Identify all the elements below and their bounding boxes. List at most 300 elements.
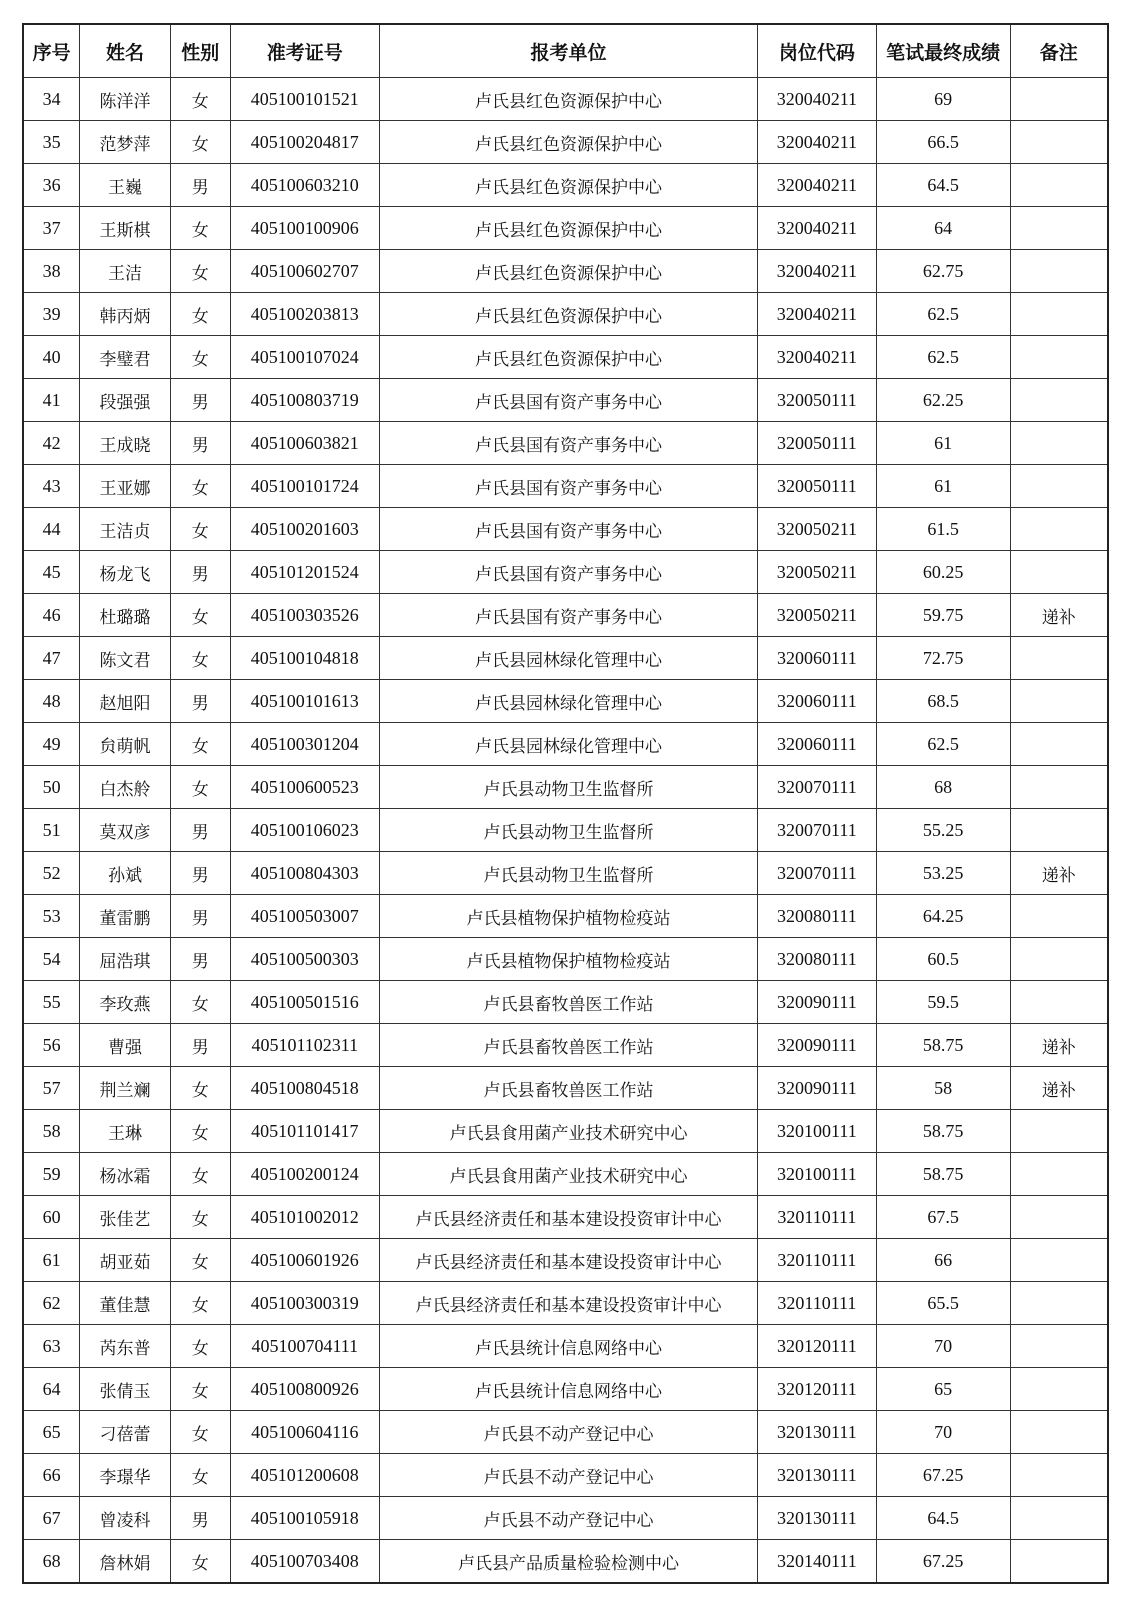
header-name: 姓名 <box>80 24 171 78</box>
table-row <box>23 938 1108 981</box>
cell-name: 杨龙飞 <box>80 551 171 594</box>
cell-name: 赵旭阳 <box>80 680 171 723</box>
cell-seq: 63 <box>23 1325 80 1368</box>
cell-ticket-no: 405100500303 <box>230 938 379 981</box>
cell-seq: 64 <box>23 1368 80 1411</box>
cell-name: 王成晓 <box>80 422 171 465</box>
cell-remark <box>1010 723 1108 766</box>
cell-remark <box>1010 1282 1108 1325</box>
cell-remark: 递补 <box>1010 594 1108 637</box>
cell-score: 62.25 <box>876 379 1010 422</box>
cell-remark <box>1010 508 1108 551</box>
cell-unit: 卢氏县食用菌产业技术研究中心 <box>379 1110 757 1153</box>
table-row <box>23 293 1108 336</box>
header-row <box>23 24 1108 78</box>
cell-name: 王洁 <box>80 250 171 293</box>
cell-name: 陈文君 <box>80 637 171 680</box>
cell-score: 62.5 <box>876 293 1010 336</box>
cell-remark <box>1010 981 1108 1024</box>
cell-gender: 女 <box>170 1067 230 1110</box>
cell-unit: 卢氏县植物保护植物检疫站 <box>379 938 757 981</box>
cell-remark <box>1010 422 1108 465</box>
table-row <box>23 207 1108 250</box>
cell-post-code: 320140111 <box>758 1540 876 1584</box>
cell-score: 67.5 <box>876 1196 1010 1239</box>
cell-post-code: 320070111 <box>758 852 876 895</box>
cell-gender: 女 <box>170 293 230 336</box>
cell-remark: 递补 <box>1010 1024 1108 1067</box>
cell-ticket-no: 405100201603 <box>230 508 379 551</box>
cell-gender: 男 <box>170 809 230 852</box>
cell-gender: 女 <box>170 508 230 551</box>
cell-gender: 男 <box>170 1497 230 1540</box>
cell-gender: 男 <box>170 895 230 938</box>
cell-post-code: 320090111 <box>758 981 876 1024</box>
cell-seq: 35 <box>23 121 80 164</box>
cell-remark <box>1010 1239 1108 1282</box>
cell-seq: 34 <box>23 78 80 121</box>
cell-remark: 递补 <box>1010 1067 1108 1110</box>
table-row <box>23 508 1108 551</box>
cell-seq: 66 <box>23 1454 80 1497</box>
cell-post-code: 320090111 <box>758 1067 876 1110</box>
cell-remark <box>1010 1325 1108 1368</box>
cell-gender: 女 <box>170 1325 230 1368</box>
cell-seq: 62 <box>23 1282 80 1325</box>
header-gender: 性别 <box>170 24 230 78</box>
cell-score: 68 <box>876 766 1010 809</box>
table-row <box>23 1153 1108 1196</box>
cell-seq: 52 <box>23 852 80 895</box>
cell-name: 曹强 <box>80 1024 171 1067</box>
cell-post-code: 320050111 <box>758 379 876 422</box>
cell-ticket-no: 405100601926 <box>230 1239 379 1282</box>
cell-ticket-no: 405100301204 <box>230 723 379 766</box>
cell-ticket-no: 405100107024 <box>230 336 379 379</box>
cell-post-code: 320080111 <box>758 895 876 938</box>
cell-score: 72.75 <box>876 637 1010 680</box>
table-row <box>23 1196 1108 1239</box>
cell-unit: 卢氏县园林绿化管理中心 <box>379 723 757 766</box>
cell-name: 屈浩琪 <box>80 938 171 981</box>
cell-unit: 卢氏县红色资源保护中心 <box>379 78 757 121</box>
cell-unit: 卢氏县不动产登记中心 <box>379 1454 757 1497</box>
cell-ticket-no: 405100106023 <box>230 809 379 852</box>
cell-name: 韩丙炳 <box>80 293 171 336</box>
cell-score: 60.5 <box>876 938 1010 981</box>
cell-post-code: 320060111 <box>758 637 876 680</box>
cell-score: 58.75 <box>876 1110 1010 1153</box>
table-row <box>23 1024 1108 1067</box>
cell-ticket-no: 405100603210 <box>230 164 379 207</box>
table-row <box>23 78 1108 121</box>
cell-ticket-no: 405100804518 <box>230 1067 379 1110</box>
cell-gender: 男 <box>170 551 230 594</box>
cell-post-code: 320040211 <box>758 207 876 250</box>
cell-seq: 55 <box>23 981 80 1024</box>
cell-seq: 47 <box>23 637 80 680</box>
cell-name: 李璧君 <box>80 336 171 379</box>
cell-unit: 卢氏县园林绿化管理中心 <box>379 680 757 723</box>
cell-post-code: 320090111 <box>758 1024 876 1067</box>
cell-remark <box>1010 1196 1108 1239</box>
cell-remark <box>1010 336 1108 379</box>
cell-score: 67.25 <box>876 1454 1010 1497</box>
cell-name: 孙斌 <box>80 852 171 895</box>
cell-remark <box>1010 1368 1108 1411</box>
cell-unit: 卢氏县红色资源保护中心 <box>379 293 757 336</box>
cell-post-code: 320130111 <box>758 1454 876 1497</box>
cell-unit: 卢氏县动物卫生监督所 <box>379 766 757 809</box>
cell-ticket-no: 405101201524 <box>230 551 379 594</box>
cell-post-code: 320120111 <box>758 1368 876 1411</box>
cell-ticket-no: 405101002012 <box>230 1196 379 1239</box>
cell-gender: 男 <box>170 379 230 422</box>
table-row <box>23 1368 1108 1411</box>
cell-remark <box>1010 551 1108 594</box>
cell-unit: 卢氏县国有资产事务中心 <box>379 551 757 594</box>
cell-remark <box>1010 1540 1108 1584</box>
table-row <box>23 766 1108 809</box>
cell-score: 70 <box>876 1411 1010 1454</box>
cell-unit: 卢氏县统计信息网络中心 <box>379 1368 757 1411</box>
cell-post-code: 320050111 <box>758 465 876 508</box>
cell-name: 张佳艺 <box>80 1196 171 1239</box>
header-ticket-no: 准考证号 <box>230 24 379 78</box>
cell-score: 70 <box>876 1325 1010 1368</box>
cell-ticket-no: 405100303526 <box>230 594 379 637</box>
cell-unit: 卢氏县园林绿化管理中心 <box>379 637 757 680</box>
table-row <box>23 1325 1108 1368</box>
cell-score: 59.75 <box>876 594 1010 637</box>
cell-unit: 卢氏县动物卫生监督所 <box>379 809 757 852</box>
cell-remark <box>1010 895 1108 938</box>
cell-name: 董佳慧 <box>80 1282 171 1325</box>
table-row <box>23 1110 1108 1153</box>
cell-name: 胡亚茹 <box>80 1239 171 1282</box>
cell-unit: 卢氏县国有资产事务中心 <box>379 422 757 465</box>
table-row <box>23 809 1108 852</box>
cell-score: 62.75 <box>876 250 1010 293</box>
table-header <box>23 24 1108 78</box>
table-row <box>23 1239 1108 1282</box>
table-row <box>23 981 1108 1024</box>
cell-gender: 女 <box>170 1454 230 1497</box>
cell-post-code: 320040211 <box>758 121 876 164</box>
cell-ticket-no: 405100204817 <box>230 121 379 164</box>
cell-unit: 卢氏县红色资源保护中心 <box>379 207 757 250</box>
cell-ticket-no: 405100503007 <box>230 895 379 938</box>
cell-post-code: 320100111 <box>758 1153 876 1196</box>
cell-score: 66 <box>876 1239 1010 1282</box>
cell-remark <box>1010 379 1108 422</box>
table-row <box>23 1282 1108 1325</box>
cell-ticket-no: 405100800926 <box>230 1368 379 1411</box>
cell-unit: 卢氏县畜牧兽医工作站 <box>379 1067 757 1110</box>
cell-unit: 卢氏县国有资产事务中心 <box>379 508 757 551</box>
cell-score: 53.25 <box>876 852 1010 895</box>
cell-unit: 卢氏县红色资源保护中心 <box>379 164 757 207</box>
cell-gender: 女 <box>170 121 230 164</box>
cell-gender: 女 <box>170 336 230 379</box>
cell-unit: 卢氏县红色资源保护中心 <box>379 121 757 164</box>
cell-name: 段强强 <box>80 379 171 422</box>
cell-remark <box>1010 637 1108 680</box>
cell-gender: 女 <box>170 594 230 637</box>
cell-gender: 男 <box>170 938 230 981</box>
cell-unit: 卢氏县红色资源保护中心 <box>379 336 757 379</box>
cell-seq: 68 <box>23 1540 80 1584</box>
cell-gender: 女 <box>170 1239 230 1282</box>
cell-unit: 卢氏县植物保护植物检疫站 <box>379 895 757 938</box>
cell-remark <box>1010 164 1108 207</box>
cell-name: 王琳 <box>80 1110 171 1153</box>
cell-seq: 56 <box>23 1024 80 1067</box>
cell-gender: 男 <box>170 852 230 895</box>
cell-name: 王洁贞 <box>80 508 171 551</box>
cell-gender: 男 <box>170 1024 230 1067</box>
cell-ticket-no: 405100703408 <box>230 1540 379 1584</box>
cell-gender: 女 <box>170 1368 230 1411</box>
cell-ticket-no: 405101101417 <box>230 1110 379 1153</box>
cell-ticket-no: 405100203813 <box>230 293 379 336</box>
table-row <box>23 1411 1108 1454</box>
cell-name: 贠萌帆 <box>80 723 171 766</box>
header-unit: 报考单位 <box>379 24 757 78</box>
cell-post-code: 320040211 <box>758 293 876 336</box>
cell-seq: 59 <box>23 1153 80 1196</box>
cell-post-code: 320050211 <box>758 594 876 637</box>
cell-score: 58.75 <box>876 1153 1010 1196</box>
cell-seq: 60 <box>23 1196 80 1239</box>
table-row <box>23 250 1108 293</box>
cell-score: 59.5 <box>876 981 1010 1024</box>
cell-gender: 女 <box>170 723 230 766</box>
cell-seq: 41 <box>23 379 80 422</box>
cell-name: 曾凌科 <box>80 1497 171 1540</box>
cell-post-code: 320100111 <box>758 1110 876 1153</box>
table-row <box>23 121 1108 164</box>
cell-seq: 49 <box>23 723 80 766</box>
cell-remark <box>1010 1110 1108 1153</box>
cell-post-code: 320050211 <box>758 508 876 551</box>
cell-remark <box>1010 680 1108 723</box>
cell-score: 55.25 <box>876 809 1010 852</box>
table-row <box>23 680 1108 723</box>
cell-post-code: 320050211 <box>758 551 876 594</box>
cell-remark <box>1010 1411 1108 1454</box>
cell-seq: 44 <box>23 508 80 551</box>
cell-remark <box>1010 121 1108 164</box>
cell-remark <box>1010 207 1108 250</box>
header-seq: 序号 <box>23 24 80 78</box>
cell-name: 芮东普 <box>80 1325 171 1368</box>
cell-name: 王斯棋 <box>80 207 171 250</box>
table-row <box>23 1540 1108 1584</box>
cell-unit: 卢氏县红色资源保护中心 <box>379 250 757 293</box>
cell-ticket-no: 405100704111 <box>230 1325 379 1368</box>
cell-score: 62.5 <box>876 723 1010 766</box>
cell-gender: 女 <box>170 1282 230 1325</box>
cell-remark <box>1010 293 1108 336</box>
cell-unit: 卢氏县畜牧兽医工作站 <box>379 981 757 1024</box>
cell-seq: 58 <box>23 1110 80 1153</box>
cell-name: 范梦萍 <box>80 121 171 164</box>
cell-remark <box>1010 465 1108 508</box>
cell-unit: 卢氏县国有资产事务中心 <box>379 594 757 637</box>
cell-score: 61 <box>876 422 1010 465</box>
exam-results-table <box>22 23 1109 1584</box>
table-body <box>23 78 1108 1584</box>
header-remark: 备注 <box>1010 24 1108 78</box>
table-row <box>23 852 1108 895</box>
cell-post-code: 320110111 <box>758 1239 876 1282</box>
cell-seq: 54 <box>23 938 80 981</box>
cell-post-code: 320110111 <box>758 1282 876 1325</box>
cell-gender: 女 <box>170 766 230 809</box>
cell-unit: 卢氏县国有资产事务中心 <box>379 465 757 508</box>
cell-post-code: 320040211 <box>758 336 876 379</box>
cell-unit: 卢氏县食用菌产业技术研究中心 <box>379 1153 757 1196</box>
table-row <box>23 164 1108 207</box>
cell-ticket-no: 405100804303 <box>230 852 379 895</box>
table-row <box>23 637 1108 680</box>
cell-gender: 女 <box>170 78 230 121</box>
cell-name: 刁蓓蕾 <box>80 1411 171 1454</box>
cell-seq: 53 <box>23 895 80 938</box>
cell-seq: 46 <box>23 594 80 637</box>
cell-seq: 43 <box>23 465 80 508</box>
cell-score: 65 <box>876 1368 1010 1411</box>
cell-post-code: 320130111 <box>758 1411 876 1454</box>
cell-ticket-no: 405100105918 <box>230 1497 379 1540</box>
cell-gender: 女 <box>170 981 230 1024</box>
cell-post-code: 320080111 <box>758 938 876 981</box>
cell-seq: 65 <box>23 1411 80 1454</box>
cell-seq: 51 <box>23 809 80 852</box>
cell-score: 64 <box>876 207 1010 250</box>
cell-ticket-no: 405101102311 <box>230 1024 379 1067</box>
table-row <box>23 422 1108 465</box>
cell-name: 王亚娜 <box>80 465 171 508</box>
cell-score: 64.5 <box>876 164 1010 207</box>
cell-ticket-no: 405100803719 <box>230 379 379 422</box>
table-row <box>23 336 1108 379</box>
cell-score: 64.25 <box>876 895 1010 938</box>
cell-seq: 57 <box>23 1067 80 1110</box>
cell-name: 杨冰霜 <box>80 1153 171 1196</box>
cell-name: 张倩玉 <box>80 1368 171 1411</box>
cell-score: 65.5 <box>876 1282 1010 1325</box>
cell-score: 64.5 <box>876 1497 1010 1540</box>
cell-unit: 卢氏县畜牧兽医工作站 <box>379 1024 757 1067</box>
cell-post-code: 320040211 <box>758 164 876 207</box>
cell-ticket-no: 405101200608 <box>230 1454 379 1497</box>
cell-ticket-no: 405100200124 <box>230 1153 379 1196</box>
cell-score: 62.5 <box>876 336 1010 379</box>
cell-post-code: 320040211 <box>758 250 876 293</box>
cell-name: 董雷鹏 <box>80 895 171 938</box>
cell-seq: 61 <box>23 1239 80 1282</box>
cell-ticket-no: 405100602707 <box>230 250 379 293</box>
cell-ticket-no: 405100603821 <box>230 422 379 465</box>
cell-name: 李玫燕 <box>80 981 171 1024</box>
cell-remark <box>1010 1153 1108 1196</box>
table-row <box>23 551 1108 594</box>
cell-remark <box>1010 250 1108 293</box>
cell-unit: 卢氏县动物卫生监督所 <box>379 852 757 895</box>
cell-unit: 卢氏县统计信息网络中心 <box>379 1325 757 1368</box>
cell-post-code: 320120111 <box>758 1325 876 1368</box>
cell-name: 李璟华 <box>80 1454 171 1497</box>
cell-seq: 45 <box>23 551 80 594</box>
cell-gender: 女 <box>170 1540 230 1584</box>
cell-gender: 女 <box>170 207 230 250</box>
table-row <box>23 723 1108 766</box>
cell-name: 杜璐璐 <box>80 594 171 637</box>
table-row <box>23 1497 1108 1540</box>
cell-remark <box>1010 809 1108 852</box>
cell-seq: 50 <box>23 766 80 809</box>
cell-ticket-no: 405100104818 <box>230 637 379 680</box>
cell-name: 詹林娟 <box>80 1540 171 1584</box>
cell-score: 58 <box>876 1067 1010 1110</box>
cell-name: 白杰舲 <box>80 766 171 809</box>
cell-ticket-no: 405100100906 <box>230 207 379 250</box>
cell-name: 荆兰斓 <box>80 1067 171 1110</box>
cell-score: 58.75 <box>876 1024 1010 1067</box>
cell-remark: 递补 <box>1010 852 1108 895</box>
cell-gender: 男 <box>170 680 230 723</box>
table-row <box>23 594 1108 637</box>
cell-name: 陈洋洋 <box>80 78 171 121</box>
table-row <box>23 379 1108 422</box>
cell-remark <box>1010 1497 1108 1540</box>
cell-remark <box>1010 938 1108 981</box>
cell-score: 68.5 <box>876 680 1010 723</box>
cell-post-code: 320110111 <box>758 1196 876 1239</box>
cell-seq: 48 <box>23 680 80 723</box>
cell-post-code: 320060111 <box>758 680 876 723</box>
cell-gender: 女 <box>170 637 230 680</box>
cell-ticket-no: 405100600523 <box>230 766 379 809</box>
cell-score: 67.25 <box>876 1540 1010 1584</box>
cell-seq: 36 <box>23 164 80 207</box>
cell-unit: 卢氏县国有资产事务中心 <box>379 379 757 422</box>
cell-seq: 42 <box>23 422 80 465</box>
cell-seq: 37 <box>23 207 80 250</box>
cell-ticket-no: 405100501516 <box>230 981 379 1024</box>
header-post-code: 岗位代码 <box>758 24 876 78</box>
cell-ticket-no: 405100604116 <box>230 1411 379 1454</box>
cell-gender: 男 <box>170 422 230 465</box>
cell-gender: 女 <box>170 1411 230 1454</box>
cell-post-code: 320070111 <box>758 766 876 809</box>
cell-post-code: 320070111 <box>758 809 876 852</box>
cell-remark <box>1010 1454 1108 1497</box>
cell-score: 66.5 <box>876 121 1010 164</box>
cell-score: 69 <box>876 78 1010 121</box>
cell-post-code: 320050111 <box>758 422 876 465</box>
cell-post-code: 320040211 <box>758 78 876 121</box>
cell-gender: 女 <box>170 1196 230 1239</box>
cell-unit: 卢氏县经济责任和基本建设投资审计中心 <box>379 1282 757 1325</box>
cell-gender: 男 <box>170 164 230 207</box>
cell-post-code: 320060111 <box>758 723 876 766</box>
cell-gender: 女 <box>170 1153 230 1196</box>
cell-gender: 女 <box>170 1110 230 1153</box>
cell-name: 王巍 <box>80 164 171 207</box>
